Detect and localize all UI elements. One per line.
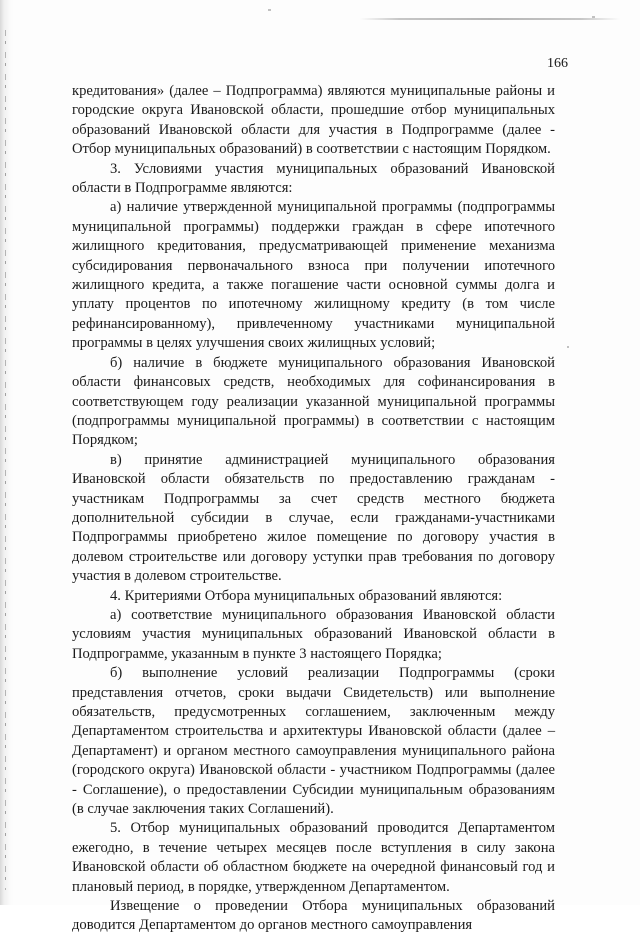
paragraph-item-3b: б) наличие в бюджете муниципального образования Ивановской области финансовых средств, необходимых для софинансирования в соответствующем году реализации указанной муниципальной программы (подпрограммы муниципальной программы) в соответствии с настоящим Порядком; (72, 354, 555, 449)
paragraph-item-3a: а) наличие утвержденной муниципальной программы (подпрограммы муниципальной программы) поддержки граждан в сфере ипотечного жилищного кредитования, предусматривающей применение механизма субсидирования первоначального взноса при получении ипотечного жилищного кредита, а также погашение части основной суммы долга и уплату процентов по ипотечному жилищному кредиту (в том числе рефинансированному), привлеченному участниками муниципальной программы в целях улучшения своих жилищных условий; (72, 199, 555, 352)
scan-artifact-top (360, 18, 620, 20)
scan-speck (268, 9, 271, 11)
scan-shadow-left (0, 0, 14, 905)
paragraph-item-3v: в) принятие администрацией муниципального образования Ивановской области обязательств по предоставлению гражданам - участникам Подпрограммы за счет средств местного бюджета дополнительной субсидии в случае, если гражданами-участниками Подпрограммы приобретено жилое помещение по договору участия в долевом строительстве или договору уступки прав требования по договору участия в долевом строительстве. (72, 451, 555, 585)
document-body (72, 82, 555, 936)
paragraph-section-3: 3. Условиями участия муниципальных образований Ивановской области в Подпрограмме являются: (72, 160, 555, 197)
paragraph-section-4: 4. Критериями Отбора муниципальных образований являются: (110, 587, 503, 604)
paragraph-item-4a: а) соответствие муниципального образования Ивановской области условиям участия муниципальных образований Ивановской области в Подпрограмме, указанным в пункте 3 настоящего Порядка; (72, 606, 555, 662)
paragraph-notice: Извещение о проведении Отбора муниципальных образований доводится Департаментом до органов местного самоуправления (72, 898, 555, 934)
paragraph-intro-continuation: кредитования» (далее – Подпрограмма) являются муниципальные районы и городские округа Ивановской области, прошедшие отбор муниципальных образований Ивановской области для участия в Подпрограмме (далее - Отбор муниципальных образований) в соответствии с настоящим Порядком. (72, 83, 555, 158)
paragraph-section-5: 5. Отбор муниципальных образований проводится Департаментом ежегодно, в течение четырех месяцев после вступления в силу закона Ивановской области об областном бюджете на очередной финансовый год и плановый период, в порядке, утвержденном Департаментом. (72, 820, 555, 895)
scan-artifact-left (5, 30, 6, 890)
paragraph-item-4b: б) выполнение условий реализации Подпрограммы (сроки представления отчетов, сроки выдачи Свидетельств) или выполнение обязательств, предусмотренных соглашением, заключенным между Департаментом строительства и архитектуры Ивановской области (далее – Департамент) и органом местного самоуправления муниципального района (городского округа) Ивановской области - участником Подпрограммы (далее - Соглашение), о предоставлении Субсидии муниципальным образованиям (в случае заключения таких Соглашений). (72, 665, 555, 818)
scan-speck (592, 16, 595, 18)
scan-speck (567, 346, 569, 348)
page-number: 166 (547, 56, 568, 71)
